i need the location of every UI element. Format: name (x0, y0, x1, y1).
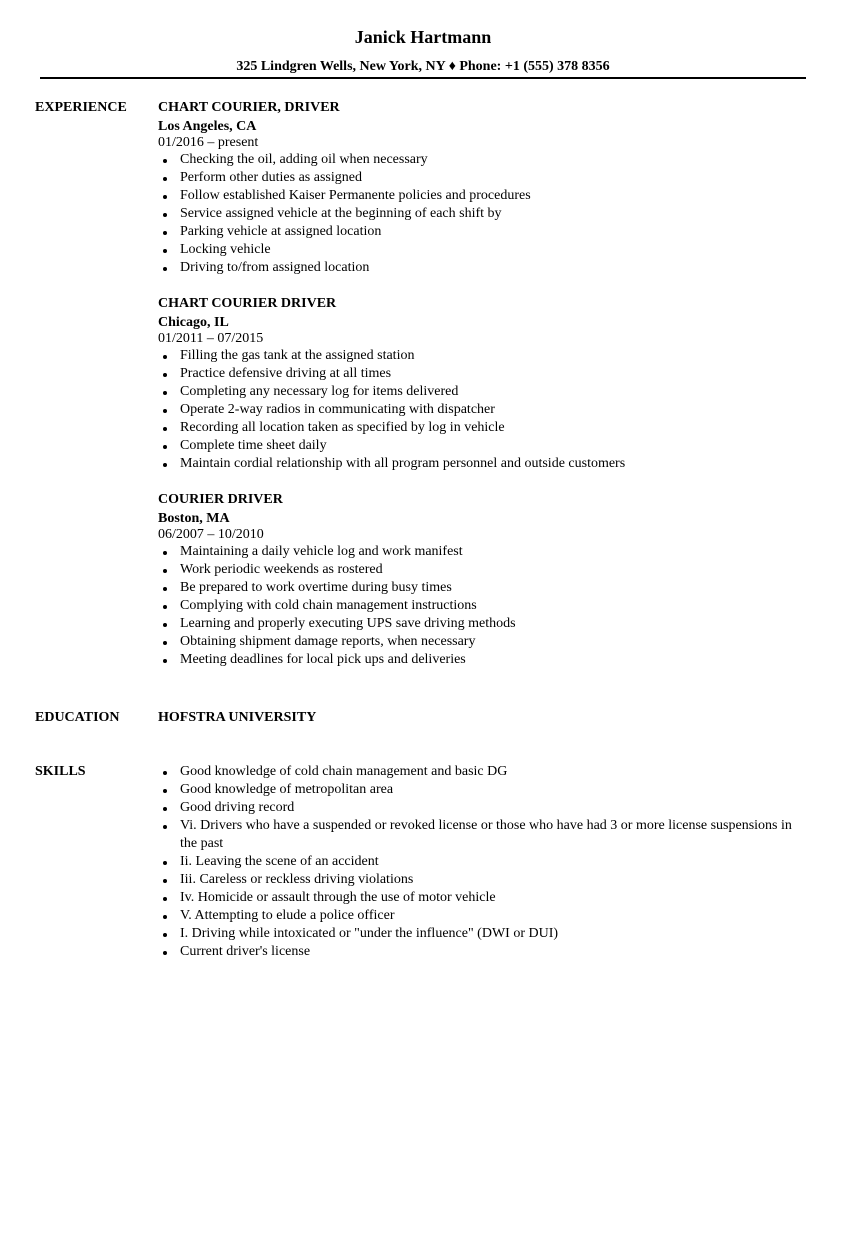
list-item-text: Work periodic weekends as rostered (180, 562, 383, 577)
list-item (158, 799, 810, 817)
candidate-name: Janick Hartmann (354, 27, 492, 47)
section-label-skills: SKILLS (35, 764, 86, 779)
list-item-text: Completing any necessary log for items delivered (180, 384, 459, 399)
section-label-experience: EXPERIENCE (35, 100, 127, 115)
list-item-text: Complete time sheet daily (180, 438, 327, 453)
bullet-icon (163, 641, 167, 645)
list-item-text: Checking the oil, adding oil when necessary (180, 152, 428, 167)
bullet-icon (163, 249, 167, 253)
list-item-text: Obtaining shipment damage reports, when necessary (180, 634, 476, 649)
job-entry (158, 491, 810, 669)
list-item (158, 615, 810, 633)
bullet-icon (163, 807, 167, 811)
list-item (158, 205, 810, 223)
list-item (158, 259, 810, 277)
bullet-icon (163, 231, 167, 235)
bullet-icon (163, 789, 167, 793)
list-item-text: Vi. Drivers who have a suspended or revoked license or those who have had 3 or more license suspensions in the past (180, 818, 792, 851)
list-item-text: Maintain cordial relationship with all program personnel and outside customers (180, 456, 626, 471)
list-item-text: Locking vehicle (180, 242, 271, 257)
bullet-icon (163, 569, 167, 573)
list-item-text: V. Attempting to elude a police officer (180, 908, 395, 923)
list-item (158, 223, 810, 241)
list-item-text: Service assigned vehicle at the beginning of each shift by (180, 206, 502, 221)
list-item (158, 561, 810, 579)
list-item (158, 763, 810, 781)
list-item (158, 455, 810, 473)
list-item (158, 151, 810, 169)
bullet-icon (163, 177, 167, 181)
job-title: CHART COURIER, DRIVER (158, 100, 340, 115)
bullet-icon (163, 267, 167, 271)
contact-line: 325 Lindgren Wells, New York, NY ♦ Phone: +1 (555) 378 8356 (236, 59, 610, 74)
bullet-icon (163, 159, 167, 163)
job-dates: 01/2016 – present (158, 135, 259, 150)
list-item-text: Complying with cold chain management instructions (180, 598, 477, 613)
job-entry (158, 295, 810, 473)
list-item (158, 817, 810, 853)
bullet-icon (163, 771, 167, 775)
bullet-icon (163, 861, 167, 865)
list-item (158, 365, 810, 383)
list-item (158, 597, 810, 615)
bullet-icon (163, 355, 167, 359)
list-item-text: Parking vehicle at assigned location (180, 224, 382, 239)
list-item-text: Good driving record (180, 800, 295, 815)
list-item-text: Maintaining a daily vehicle log and work manifest (180, 544, 463, 559)
list-item-text: Filling the gas tank at the assigned station (180, 348, 415, 363)
experience-jobs (158, 99, 810, 687)
job-location: Boston, MA (158, 511, 230, 526)
job-location: Chicago, IL (158, 315, 229, 330)
list-item (158, 437, 810, 455)
bullet-icon (163, 427, 167, 431)
job-title: COURIER DRIVER (158, 492, 283, 507)
bullet-icon (163, 373, 167, 377)
bullet-icon (163, 551, 167, 555)
list-item-text: Driving to/from assigned location (180, 260, 370, 275)
bullet-icon (163, 391, 167, 395)
list-item (158, 633, 810, 651)
list-item-text: Good knowledge of metropolitan area (180, 782, 394, 797)
school-name: HOFSTRA UNIVERSITY (158, 710, 317, 725)
bullet-icon (163, 897, 167, 901)
bullet-icon (163, 463, 167, 467)
list-item-text: Good knowledge of cold chain management and basic DG (180, 764, 508, 779)
skills-list (158, 763, 810, 961)
bullet-icon (163, 623, 167, 627)
list-item (158, 781, 810, 799)
list-item (158, 187, 810, 205)
list-item-text: Recording all location taken as specified by log in vehicle (180, 420, 505, 435)
bullet-icon (163, 879, 167, 883)
list-item (158, 871, 810, 889)
section-label-education: EDUCATION (35, 710, 120, 725)
list-item (158, 907, 810, 925)
bullet-icon (163, 951, 167, 955)
job-entry (158, 99, 810, 277)
skills-body (158, 763, 810, 961)
list-item-text: Ii. Leaving the scene of an accident (180, 854, 379, 869)
list-item-text: Current driver's license (180, 944, 311, 959)
bullet-icon (163, 825, 167, 829)
list-item (158, 169, 810, 187)
list-item-text: I. Driving while intoxicated or "under the influence" (DWI or DUI) (180, 926, 559, 941)
list-item-text: Iii. Careless or reckless driving violations (180, 872, 414, 887)
bullet-icon (163, 933, 167, 937)
bullet-icon (163, 213, 167, 217)
job-location: Los Angeles, CA (158, 119, 257, 134)
list-item (158, 419, 810, 437)
list-item-text: Follow established Kaiser Permanente policies and procedures (180, 188, 531, 203)
job-duties (158, 347, 810, 473)
list-item-text: Practice defensive driving at all times (180, 366, 392, 381)
job-title: CHART COURIER DRIVER (158, 296, 337, 311)
bullet-icon (163, 445, 167, 449)
job-dates: 06/2007 – 10/2010 (158, 527, 264, 542)
education-body (158, 709, 810, 727)
list-item (158, 889, 810, 907)
bullet-icon (163, 659, 167, 663)
header-divider (40, 77, 806, 79)
list-item (158, 925, 810, 943)
bullet-icon (163, 915, 167, 919)
list-item-text: Iv. Homicide or assault through the use of motor vehicle (180, 890, 496, 905)
bullet-icon (163, 409, 167, 413)
list-item-text: Operate 2-way radios in communicating with dispatcher (180, 402, 495, 417)
list-item (158, 347, 810, 365)
bullet-icon (163, 605, 167, 609)
list-item-text: Meeting deadlines for local pick ups and deliveries (180, 652, 466, 667)
list-item (158, 853, 810, 871)
list-item (158, 579, 810, 597)
list-item (158, 543, 810, 561)
job-duties (158, 151, 810, 277)
list-item (158, 401, 810, 419)
list-item-text: Perform other duties as assigned (180, 170, 362, 185)
bullet-icon (163, 195, 167, 199)
job-duties (158, 543, 810, 669)
list-item (158, 241, 810, 259)
list-item-text: Be prepared to work overtime during busy times (180, 580, 452, 595)
list-item (158, 383, 810, 401)
list-item-text: Learning and properly executing UPS save driving methods (180, 616, 516, 631)
list-item (158, 651, 810, 669)
job-dates: 01/2011 – 07/2015 (158, 331, 264, 346)
bullet-icon (163, 587, 167, 591)
list-item (158, 943, 810, 961)
